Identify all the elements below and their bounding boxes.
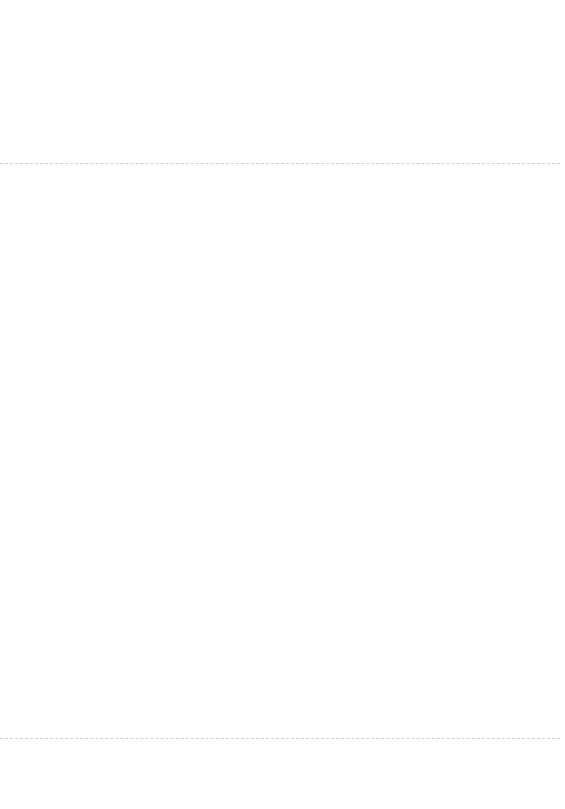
grading-stamp [118, 132, 170, 182]
fold-divider [0, 163, 560, 164]
fold-divider [0, 738, 560, 739]
watermark-logo [385, 751, 553, 809]
